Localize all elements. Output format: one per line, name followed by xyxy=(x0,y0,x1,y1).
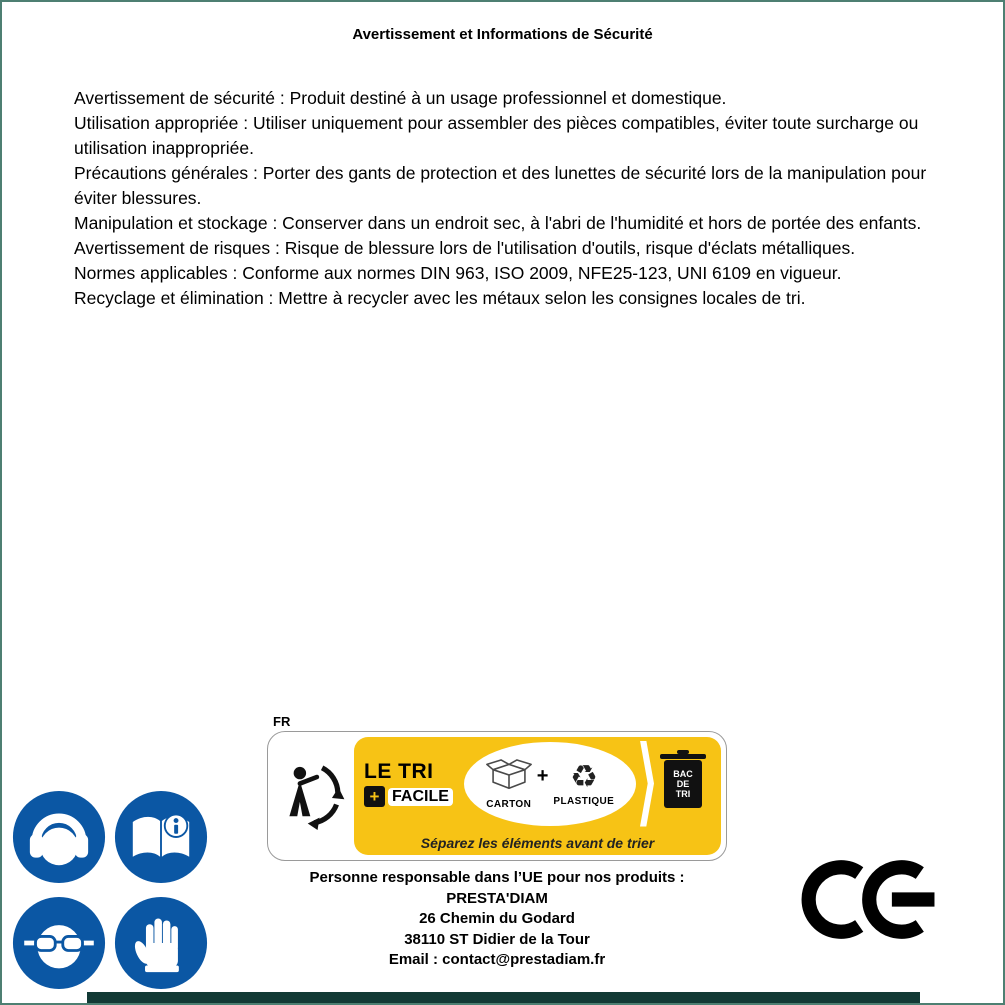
sorting-bin-icon xyxy=(664,760,702,808)
material-carton xyxy=(486,758,532,810)
bottom-bar xyxy=(87,992,920,1003)
triman-logo-icon xyxy=(268,732,354,860)
recycling-arrows-icon: ♻ xyxy=(569,758,598,795)
company-name: PRESTA'DIAM xyxy=(446,889,548,907)
sorting-tagline: Séparez les éléments avant de trier xyxy=(420,834,655,851)
bin-text-line: DE xyxy=(676,778,690,789)
address-line-1: 26 Chemin du Godard xyxy=(419,910,575,927)
bin-text-line: TRI xyxy=(675,788,691,799)
safety-paragraph: Utilisation appropriée : Utiliser uniquement pour assembler des pièces compatibles, éviter toute surcharge ou utilisation inappropriée. xyxy=(74,113,919,158)
bin-text-line: BAC xyxy=(673,768,693,779)
safety-paragraphs xyxy=(74,86,938,311)
carton-box-icon xyxy=(486,758,532,797)
address-line-2: 38110 ST Didier de la Tour xyxy=(404,930,590,948)
plus-icon: + xyxy=(364,786,385,807)
ear-protection-icon xyxy=(12,790,106,884)
responsible-heading: Personne responsable dans l’UE pour nos produits : xyxy=(309,869,685,886)
info-tri-banner xyxy=(267,731,727,861)
responsible-person-block xyxy=(242,868,752,971)
eye-protection-icon xyxy=(12,896,106,990)
info-tri-top-row xyxy=(354,737,721,830)
page-title: Avertissement et Informations de Sécurité xyxy=(352,26,653,43)
chevron-divider-icon xyxy=(640,741,654,827)
safety-paragraph: Avertissement de risques : Risque de blessure lors de l'utilisation d'outils, risque d'éclats métalliques. xyxy=(74,238,856,258)
le-tri-facile-wordmark xyxy=(354,760,460,807)
safety-paragraph: Manipulation et stockage : Conserver dans un endroit sec, à l'abri de l'humidité et hors de portée des enfants. xyxy=(74,213,922,233)
mandatory-icons-grid xyxy=(12,790,208,990)
info-tri-section xyxy=(267,714,727,861)
email-line: Email : contact@prestadiam.fr xyxy=(388,951,606,968)
plus-separator: + xyxy=(536,765,549,787)
materials-ellipse xyxy=(464,742,636,826)
safety-paragraph: Recyclage et élimination : Mettre à recycler avec les métaux selon les consignes locales de tri. xyxy=(74,288,806,308)
hand-protection-icon xyxy=(114,896,208,990)
material-label: CARTON xyxy=(486,798,532,810)
material-label: PLASTIQUE xyxy=(553,795,615,807)
ce-mark-logo xyxy=(801,854,943,950)
safety-paragraph: Normes applicables : Conforme aux normes DIN 963, ISO 2009, NFE25-123, UNI 6109 en vigueur. xyxy=(74,263,842,283)
country-code-label: FR xyxy=(273,714,291,729)
material-plastique xyxy=(553,758,615,807)
le-tri-text: LE TRI xyxy=(364,760,434,783)
read-manual-icon xyxy=(114,790,208,884)
safety-paragraph: Avertissement de sécurité : Produit destiné à un usage professionnel et domestique. xyxy=(74,88,727,108)
safety-paragraph: Précautions générales : Porter des gants de protection et des lunettes de sécurité lors de la manipulation pour éviter blessures. xyxy=(74,163,927,208)
info-tri-yellow-band xyxy=(354,737,721,855)
facile-text: FACILE xyxy=(388,788,453,806)
